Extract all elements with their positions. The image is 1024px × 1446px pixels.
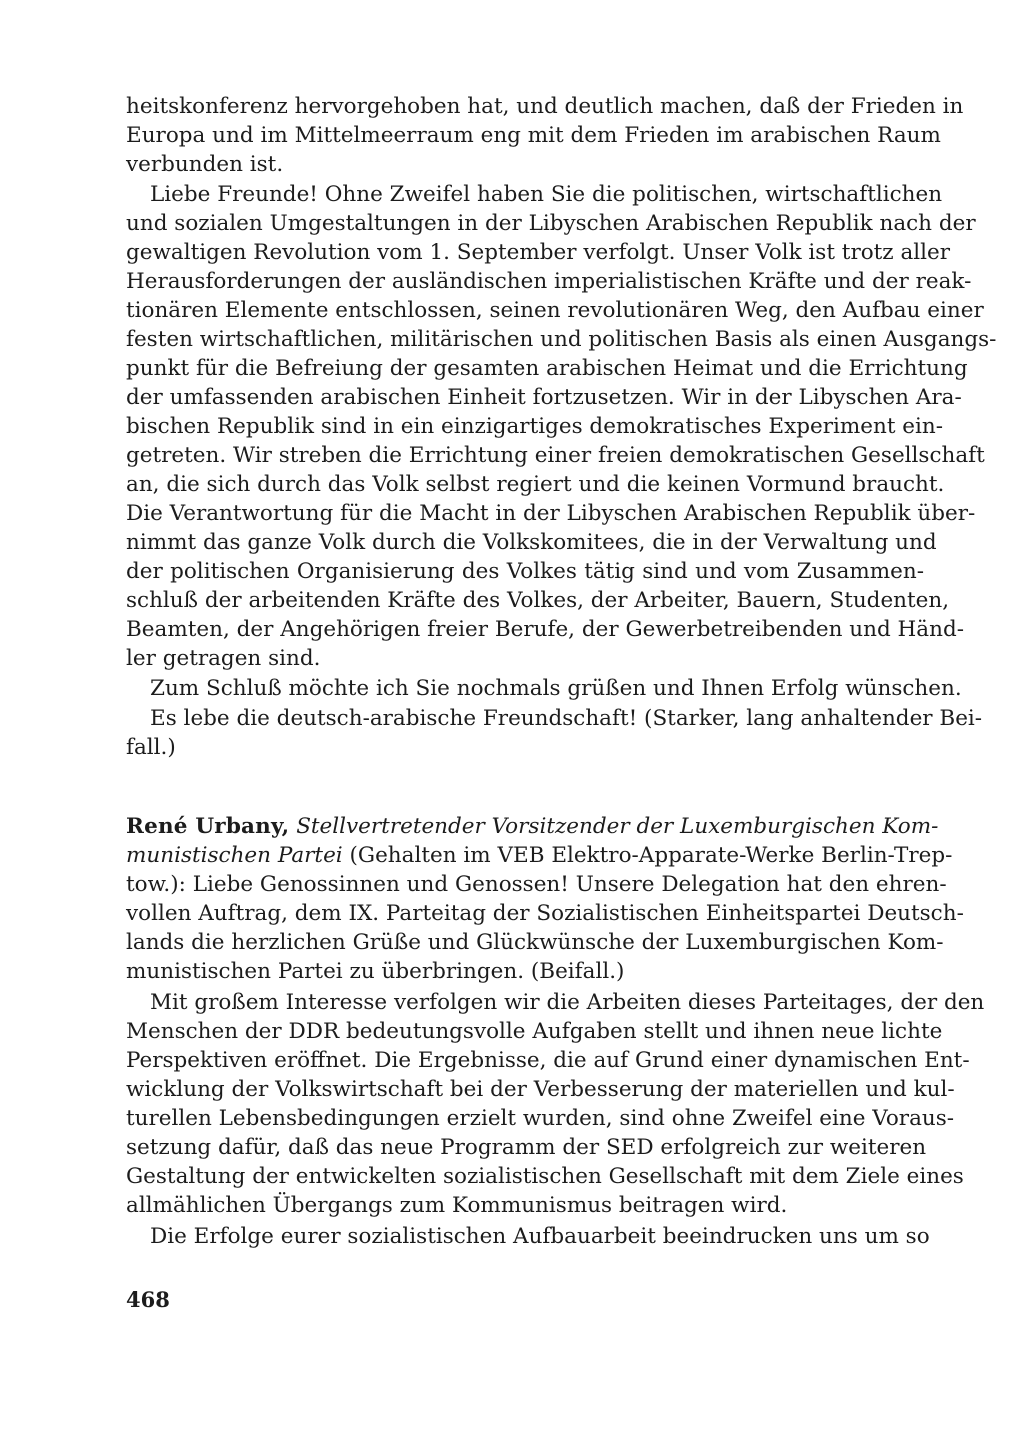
text-line: tionären Elemente entschlossen, seinen revolutionären Weg, den Aufbau einer <box>126 298 984 323</box>
text-line: munistischen Partei zu überbringen. (Beifall.) <box>126 959 625 984</box>
text-line: bischen Republik sind in ein einzigartiges demokratisches Experiment ein- <box>126 414 944 439</box>
text-line: Herausforderungen der ausländischen imperialistischen Kräfte und der reak- <box>126 269 972 294</box>
text-line: Europa und im Mittelmeerraum eng mit dem Frieden im arabischen Raum <box>126 123 941 148</box>
text-line: allmählichen Übergangs zum Kommunismus beitragen wird. <box>126 1193 788 1218</box>
text-line: ler getragen sind. <box>126 646 321 671</box>
text-line: Beamten, der Angehörigen freier Berufe, der Gewerbetreibenden und Händ- <box>126 617 964 642</box>
text-line: turellen Lebensbedingungen erzielt wurden, sind ohne Zweifel eine Voraus- <box>126 1106 955 1131</box>
text-line: der umfassenden arabischen Einheit fortzusetzen. Wir in der Libyschen Ara- <box>126 385 962 410</box>
text-line: Zum Schluß möchte ich Sie nochmals grüßen und Ihnen Erfolg wünschen. <box>150 676 962 701</box>
text-line: und sozialen Umgestaltungen in der Libyschen Arabischen Republik nach der <box>126 211 976 236</box>
text-line: Perspektiven eröffnet. Die Ergebnisse, die auf Grund einer dynamischen Ent- <box>126 1048 970 1073</box>
text-line: nimmt das ganze Volk durch die Volkskomitees, die in der Verwaltung und <box>126 530 937 555</box>
text-line: setzung dafür, daß das neue Programm der SED erfolgreich zur weiteren <box>126 1135 927 1160</box>
text-line: Die Verantwortung für die Macht in der Libyschen Arabischen Republik über- <box>126 501 976 526</box>
text-line: Mit großem Interesse verfolgen wir die Arbeiten dieses Parteitages, der den <box>150 990 985 1015</box>
text-line: getreten. Wir streben die Errichtung einer freien demokratischen Gesellschaft <box>126 443 985 468</box>
text-line: punkt für die Befreiung der gesamten arabischen Heimat und die Errichtung <box>126 356 968 381</box>
text-line: Menschen der DDR bedeutungsvolle Aufgaben stellt und ihnen neue lichte <box>126 1019 943 1044</box>
speaker-role-continued: munistischen Partei <box>126 843 343 868</box>
page-number: 468 <box>126 1287 170 1312</box>
text-line: gewaltigen Revolution vom 1. September verfolgt. Unser Volk ist trotz aller <box>126 240 951 265</box>
text-line: tow.): Liebe Genossinnen und Genossen! Unsere Delegation hat den ehren- <box>126 872 947 897</box>
text-line: an, die sich durch das Volk selbst regiert und die keinen Vormund braucht. <box>126 472 945 497</box>
speaker-name: René Urbany, <box>126 814 290 839</box>
text-line: festen wirtschaftlichen, militärischen und politischen Basis als einen Ausgangs- <box>126 327 997 352</box>
text-line: Es lebe die deutsch-arabische Freundschaft! (Starker, lang anhaltender Bei- <box>150 706 983 731</box>
text-line: vollen Auftrag, dem IX. Parteitag der Sozialistischen Einheitspartei Deutsch- <box>126 901 964 926</box>
text-line: Die Erfolge eurer sozialistischen Aufbauarbeit beeindrucken uns um so <box>150 1224 930 1249</box>
text-line: lands die herzlichen Grüße und Glückwünsche der Luxemburgischen Kom- <box>126 930 944 955</box>
text-line: verbunden ist. <box>126 152 284 177</box>
text-line: schluß der arbeitenden Kräfte des Volkes, der Arbeiter, Bauern, Studenten, <box>126 588 950 613</box>
speaker-role: Stellvertretender Vorsitzender der Luxemburgischen Kom- <box>296 814 939 839</box>
speaker-heading-line <box>126 812 939 841</box>
text-line: fall.) <box>126 735 176 760</box>
text-line: Gestaltung der entwickelten sozialistischen Gesellschaft mit dem Ziele eines <box>126 1164 964 1189</box>
speaker-heading-line <box>126 841 953 870</box>
text-line: der politischen Organisierung des Volkes tätig sind und vom Zusammen- <box>126 559 924 584</box>
text-line: Liebe Freunde! Ohne Zweifel haben Sie die politischen, wirtschaftlichen <box>150 182 943 207</box>
text-line: wicklung der Volkswirtschaft bei der Verbesserung der materiellen und kul- <box>126 1077 955 1102</box>
speech-venue-note: (Gehalten im VEB Elektro-Apparate-Werke Berlin-Trep- <box>349 843 953 868</box>
text-line: heitskonferenz hervorgehoben hat, und deutlich machen, daß der Frieden in <box>126 94 964 119</box>
